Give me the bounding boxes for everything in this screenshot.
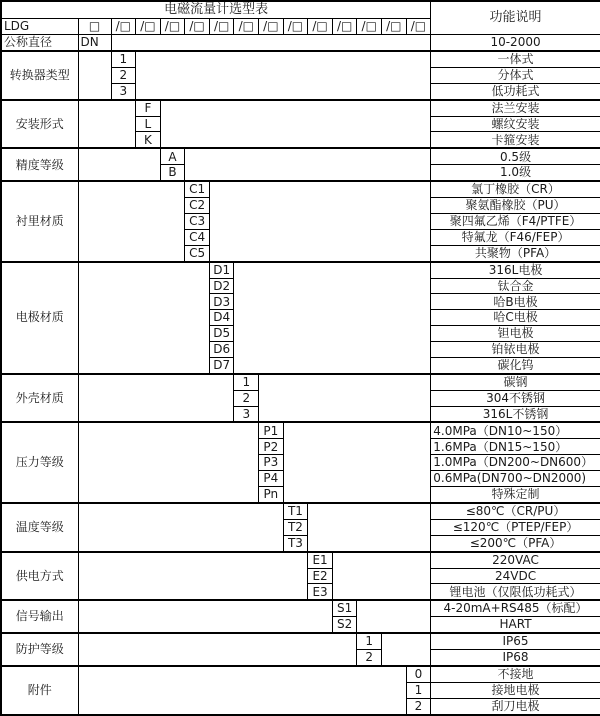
option-description-cell: 不接地: [431, 666, 600, 682]
category-label: 转换器类型: [1, 51, 78, 100]
spacer-cell: [78, 181, 185, 261]
option-description-cell: 特殊定制: [431, 486, 600, 502]
spacer-cell: [78, 503, 283, 552]
spacer-cell: [185, 148, 431, 181]
option-code-cell: S2: [332, 617, 357, 633]
option-code-cell: T1: [283, 503, 308, 519]
spacer-cell: [78, 100, 136, 149]
spacer-cell: [382, 633, 431, 666]
option-code-cell: C3: [185, 214, 210, 230]
spacer-cell: [78, 666, 406, 715]
spacer-cell: [78, 552, 308, 601]
option-code-cell: 1: [111, 51, 136, 67]
category-label: 衬里材质: [1, 181, 78, 261]
spacer-cell: [78, 148, 160, 181]
option-description-cell: 分体式: [431, 67, 600, 83]
option-description-cell: 4.0MPa（DN10~150）: [431, 422, 600, 438]
spacer-cell: [209, 181, 430, 261]
model-code-slot: /□: [111, 19, 136, 35]
option-description-cell: ≤80℃（CR/PU）: [431, 503, 600, 519]
model-code-slot: /□: [308, 19, 333, 35]
category-label: 外壳材质: [1, 374, 78, 423]
option-code-cell: F: [136, 100, 161, 116]
spacer-cell: [78, 422, 259, 502]
option-code-cell: T3: [283, 535, 308, 551]
option-code-cell: K: [136, 132, 161, 148]
option-description-cell: 螺纹安装: [431, 116, 600, 132]
option-code-cell: 3: [111, 83, 136, 99]
model-code-slot: /□: [283, 19, 308, 35]
option-description-cell: 锂电池（仅限低功耗式）: [431, 584, 600, 600]
option-description-cell: 氯丁橡胶（CR）: [431, 181, 600, 197]
category-label: 电极材质: [1, 262, 78, 374]
option-code-cell: C1: [185, 181, 210, 197]
option-description-cell: 钽电极: [431, 326, 600, 342]
model-code-slot: /□: [136, 19, 161, 35]
category-label: 安装形式: [1, 100, 78, 149]
option-description-cell: 低功耗式: [431, 83, 600, 99]
category-label: 附件: [1, 666, 78, 715]
option-code-cell: Pn: [259, 486, 284, 502]
option-code-cell: 2: [111, 67, 136, 83]
option-code-cell: 2: [406, 698, 431, 715]
option-code-cell: D2: [209, 278, 234, 294]
model-code-slot: /□: [234, 19, 259, 35]
spacer-cell: [136, 51, 431, 100]
model-code-box: □: [78, 19, 111, 35]
option-description-cell: 220VAC: [431, 552, 600, 568]
option-description-cell: 碳化钨: [431, 357, 600, 373]
option-description-cell: 聚氨酯橡胶（PU）: [431, 198, 600, 214]
option-description-cell: 316L不锈钢: [431, 406, 600, 422]
option-description-cell: 卡箍安装: [431, 132, 600, 148]
category-label: 精度等级: [1, 148, 78, 181]
option-description-cell: 聚四氟乙烯（F4/PTFE）: [431, 214, 600, 230]
option-description-cell: ≤200℃（PFA）: [431, 535, 600, 551]
option-code-cell: P3: [259, 455, 284, 471]
spacer-cell: [332, 552, 430, 601]
model-code-slot: /□: [382, 19, 407, 35]
option-code-cell: P2: [259, 439, 284, 455]
model-code-slot: /□: [406, 19, 431, 35]
spacer-cell: [234, 262, 431, 374]
diameter-code: DN: [78, 35, 111, 51]
option-description-cell: HART: [431, 617, 600, 633]
option-code-cell: 2: [234, 390, 259, 406]
table-title: 电磁流量计选型表: [1, 1, 431, 19]
model-code-slot: /□: [357, 19, 382, 35]
option-code-cell: L: [136, 116, 161, 132]
spacer-cell: [283, 422, 431, 502]
option-description-cell: 特氟龙（F46/FEP）: [431, 229, 600, 245]
model-code-slot: /□: [160, 19, 185, 35]
option-description-cell: 24VDC: [431, 568, 600, 584]
option-description-cell: 1.0MPa（DN200~DN600）: [431, 455, 600, 471]
spacer-cell: [78, 262, 209, 374]
spacer-cell: [111, 35, 431, 51]
category-label-diameter: 公称直径: [1, 35, 78, 51]
option-description-cell: 碳钢: [431, 374, 600, 390]
model-prefix: LDG: [1, 19, 78, 35]
category-label: 防护等级: [1, 633, 78, 666]
spacer-cell: [78, 633, 357, 666]
option-code-cell: T2: [283, 519, 308, 535]
option-description-cell: 316L电极: [431, 262, 600, 278]
option-description-cell: 铂铱电极: [431, 341, 600, 357]
option-description-cell: 法兰安装: [431, 100, 600, 116]
option-code-cell: D6: [209, 341, 234, 357]
option-code-cell: D4: [209, 310, 234, 326]
option-code-cell: C4: [185, 229, 210, 245]
option-description-cell: 0.5级: [431, 148, 600, 164]
spacer-cell: [308, 503, 431, 552]
model-code-slot: /□: [332, 19, 357, 35]
category-label: 温度等级: [1, 503, 78, 552]
category-label: 压力等级: [1, 422, 78, 502]
category-label: 供电方式: [1, 552, 78, 601]
option-description-cell: IP65: [431, 633, 600, 649]
spacer-cell: [259, 374, 431, 423]
option-code-cell: 1: [234, 374, 259, 390]
option-description-cell: 一体式: [431, 51, 600, 67]
option-code-cell: C5: [185, 245, 210, 261]
option-description-cell: 哈C电极: [431, 310, 600, 326]
option-code-cell: E3: [308, 584, 333, 600]
model-code-slot: /□: [185, 19, 210, 35]
option-code-cell: D7: [209, 357, 234, 373]
option-code-cell: A: [160, 148, 185, 164]
spacer-cell: [357, 600, 431, 633]
option-code-cell: E2: [308, 568, 333, 584]
option-code-cell: E1: [308, 552, 333, 568]
option-code-cell: P1: [259, 422, 284, 438]
option-code-cell: D5: [209, 326, 234, 342]
option-code-cell: P4: [259, 471, 284, 487]
spacer-cell: [78, 600, 332, 633]
option-code-cell: B: [160, 165, 185, 181]
diameter-description: 10-2000: [431, 35, 600, 51]
option-description-cell: 0.6MPa(DN700~DN2000): [431, 471, 600, 487]
option-code-cell: D3: [209, 294, 234, 310]
option-description-cell: 接地电极: [431, 683, 600, 699]
option-code-cell: S1: [332, 600, 357, 616]
option-code-cell: 0: [406, 666, 431, 682]
option-code-cell: 2: [357, 650, 382, 666]
option-description-cell: 钛合金: [431, 278, 600, 294]
spacer-cell: [78, 374, 234, 423]
option-code-cell: D1: [209, 262, 234, 278]
spacer-cell: [78, 51, 111, 100]
option-description-cell: 刮刀电极: [431, 698, 600, 715]
option-description-cell: IP68: [431, 650, 600, 666]
option-description-cell: 1.6MPa（DN15~150）: [431, 439, 600, 455]
option-code-cell: C2: [185, 198, 210, 214]
option-description-cell: 304不锈钢: [431, 390, 600, 406]
model-code-slot: /□: [259, 19, 284, 35]
option-description-cell: ≤120℃（PTEP/FEP）: [431, 519, 600, 535]
option-description-cell: 4-20mA+RS485（标配）: [431, 600, 600, 616]
option-description-cell: 哈B电极: [431, 294, 600, 310]
option-code-cell: 1: [357, 633, 382, 649]
function-column-header: 功能说明: [431, 1, 600, 35]
option-code-cell: 3: [234, 406, 259, 422]
spacer-cell: [160, 100, 431, 149]
model-code-slot: /□: [209, 19, 234, 35]
option-description-cell: 1.0级: [431, 165, 600, 181]
option-code-cell: 1: [406, 683, 431, 699]
option-description-cell: 共聚物（PFA）: [431, 245, 600, 261]
category-label: 信号输出: [1, 600, 78, 633]
